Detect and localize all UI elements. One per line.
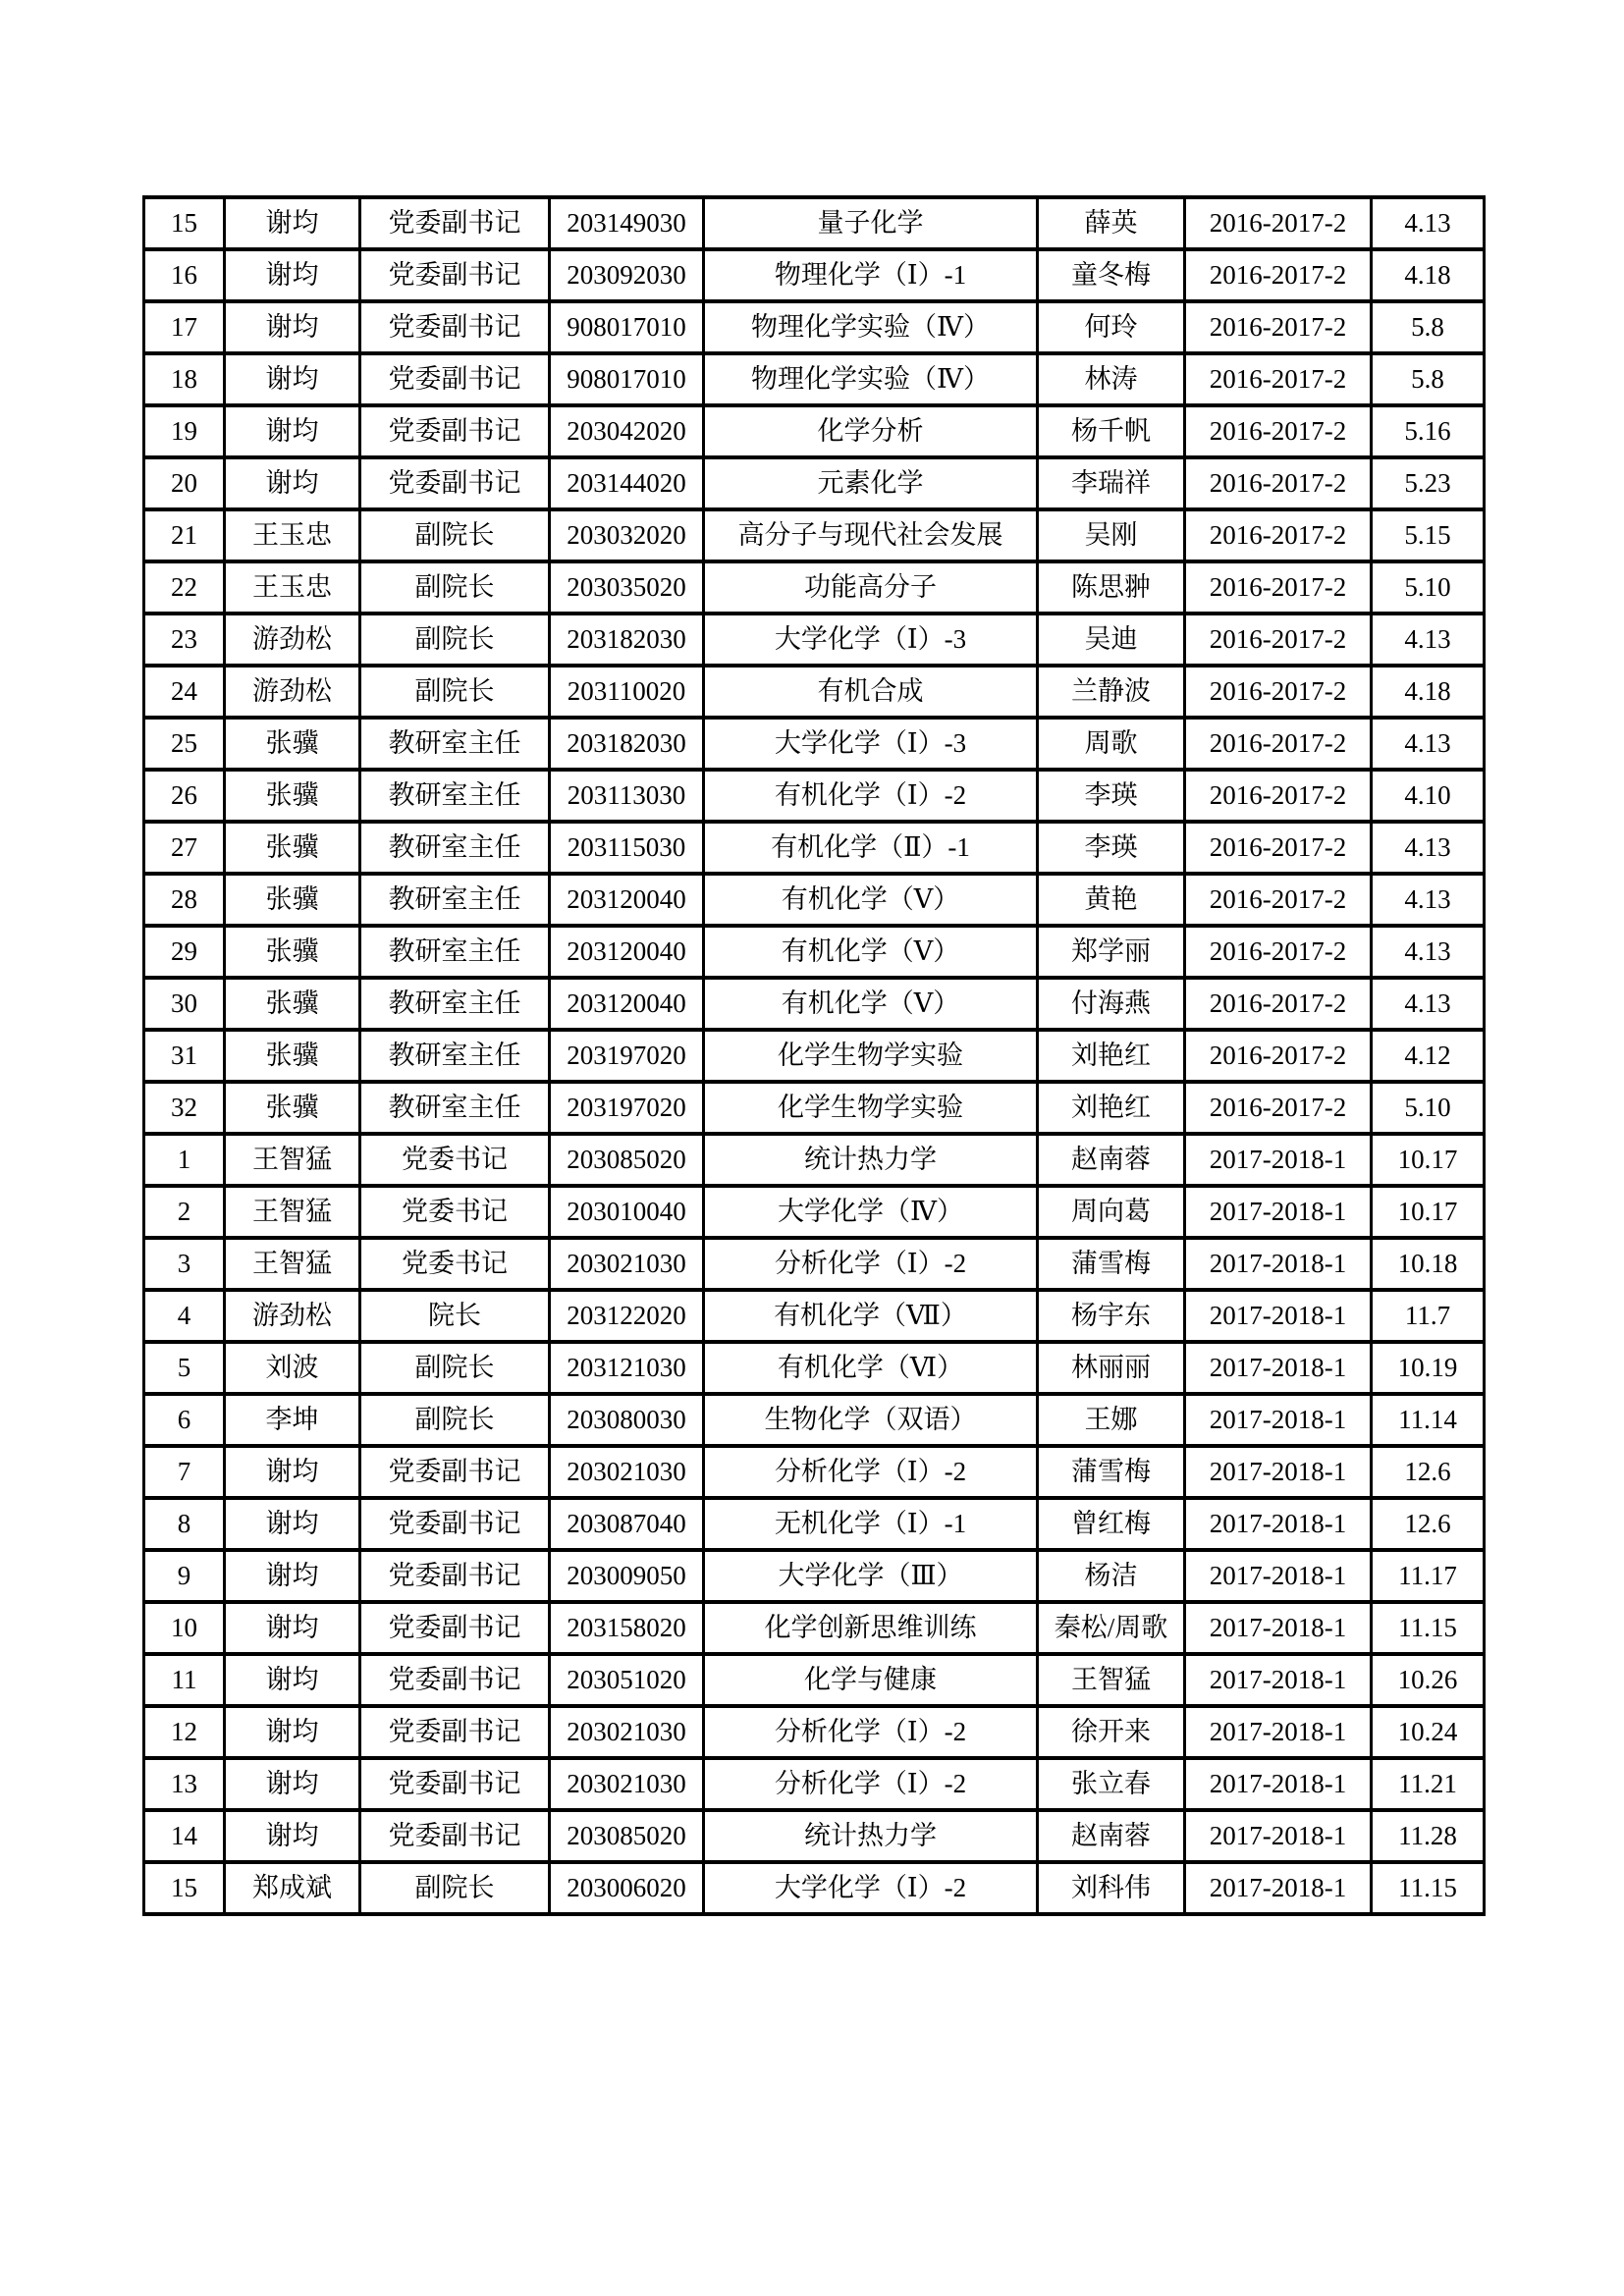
cell-name: 王智猛: [225, 1134, 360, 1186]
table-row: [144, 978, 1485, 1030]
cell-course_code: 203087040: [550, 1498, 704, 1550]
cell-date: 4.18: [1372, 249, 1485, 301]
cell-name: 谢均: [225, 197, 360, 249]
cell-name: 张骥: [225, 1030, 360, 1082]
cell-course_code: 203115030: [550, 822, 704, 874]
cell-course_name: 有机化学（Ⅵ）: [704, 1342, 1038, 1394]
cell-no: 2: [144, 1186, 225, 1238]
cell-date: 4.13: [1372, 718, 1485, 770]
cell-name: 张骥: [225, 874, 360, 926]
cell-semester: 2017-2018-1: [1185, 1134, 1372, 1186]
cell-course_code: 203035020: [550, 561, 704, 614]
cell-course_code: 203197020: [550, 1030, 704, 1082]
cell-course_name: 无机化学（Ⅰ）-1: [704, 1498, 1038, 1550]
cell-course_code: 203110020: [550, 666, 704, 718]
cell-semester: 2016-2017-2: [1185, 249, 1372, 301]
cell-name: 张骥: [225, 1082, 360, 1134]
cell-date: 4.13: [1372, 926, 1485, 978]
cell-date: 10.17: [1372, 1134, 1485, 1186]
table-row: [144, 1706, 1485, 1758]
cell-semester: 2016-2017-2: [1185, 405, 1372, 457]
cell-course_name: 大学化学（Ⅰ）-3: [704, 614, 1038, 666]
table-row: [144, 1186, 1485, 1238]
cell-no: 7: [144, 1446, 225, 1498]
cell-no: 27: [144, 822, 225, 874]
cell-teacher: 曾红梅: [1038, 1498, 1185, 1550]
cell-teacher: 李瑛: [1038, 770, 1185, 822]
cell-name: 刘波: [225, 1342, 360, 1394]
cell-course_code: 203032020: [550, 509, 704, 561]
cell-teacher: 黄艳: [1038, 874, 1185, 926]
cell-date: 11.15: [1372, 1602, 1485, 1654]
cell-semester: 2016-2017-2: [1185, 353, 1372, 405]
cell-position: 党委副书记: [360, 197, 550, 249]
cell-teacher: 童冬梅: [1038, 249, 1185, 301]
table-row: [144, 353, 1485, 405]
cell-position: 副院长: [360, 1394, 550, 1446]
cell-date: 11.14: [1372, 1394, 1485, 1446]
cell-course_name: 分析化学（Ⅰ）-2: [704, 1446, 1038, 1498]
cell-position: 党委副书记: [360, 1654, 550, 1706]
cell-name: 谢均: [225, 1654, 360, 1706]
cell-course_code: 203006020: [550, 1862, 704, 1914]
cell-position: 党委副书记: [360, 1498, 550, 1550]
cell-course_name: 大学化学（Ⅰ）-2: [704, 1862, 1038, 1914]
table-row: [144, 1654, 1485, 1706]
cell-course_name: 有机化学（Ⅴ）: [704, 978, 1038, 1030]
cell-course_code: 203122020: [550, 1290, 704, 1342]
cell-no: 25: [144, 718, 225, 770]
cell-course_name: 功能高分子: [704, 561, 1038, 614]
cell-name: 谢均: [225, 1498, 360, 1550]
cell-course_name: 统计热力学: [704, 1810, 1038, 1862]
cell-position: 党委副书记: [360, 1550, 550, 1602]
cell-name: 谢均: [225, 1446, 360, 1498]
cell-position: 教研室主任: [360, 874, 550, 926]
cell-course_name: 分析化学（Ⅰ）-2: [704, 1758, 1038, 1810]
cell-course_name: 分析化学（Ⅰ）-2: [704, 1238, 1038, 1290]
cell-name: 郑成斌: [225, 1862, 360, 1914]
cell-teacher: 李瑛: [1038, 822, 1185, 874]
cell-teacher: 王娜: [1038, 1394, 1185, 1446]
cell-no: 9: [144, 1550, 225, 1602]
cell-teacher: 吴刚: [1038, 509, 1185, 561]
cell-teacher: 何玲: [1038, 301, 1185, 353]
cell-course_code: 203113030: [550, 770, 704, 822]
table-row: [144, 1446, 1485, 1498]
cell-date: 4.13: [1372, 614, 1485, 666]
cell-date: 5.8: [1372, 301, 1485, 353]
cell-no: 20: [144, 457, 225, 509]
cell-date: 12.6: [1372, 1446, 1485, 1498]
cell-no: 1: [144, 1134, 225, 1186]
cell-date: 4.12: [1372, 1030, 1485, 1082]
table-row: [144, 1394, 1485, 1446]
cell-semester: 2017-2018-1: [1185, 1550, 1372, 1602]
cell-course_name: 物理化学（Ⅰ）-1: [704, 249, 1038, 301]
cell-semester: 2017-2018-1: [1185, 1446, 1372, 1498]
cell-course_name: 高分子与现代社会发展: [704, 509, 1038, 561]
cell-no: 31: [144, 1030, 225, 1082]
cell-position: 教研室主任: [360, 1082, 550, 1134]
cell-teacher: 薛英: [1038, 197, 1185, 249]
cell-course_code: 908017010: [550, 353, 704, 405]
cell-course_code: 203144020: [550, 457, 704, 509]
cell-teacher: 兰静波: [1038, 666, 1185, 718]
cell-no: 17: [144, 301, 225, 353]
table-row: [144, 509, 1485, 561]
cell-name: 谢均: [225, 1810, 360, 1862]
table-row: [144, 926, 1485, 978]
table-row: [144, 614, 1485, 666]
cell-course_code: 203080030: [550, 1394, 704, 1446]
cell-teacher: 李瑞祥: [1038, 457, 1185, 509]
cell-position: 党委副书记: [360, 1602, 550, 1654]
cell-name: 谢均: [225, 1706, 360, 1758]
cell-name: 张骥: [225, 926, 360, 978]
cell-teacher: 赵南蓉: [1038, 1810, 1185, 1862]
cell-course_code: 908017010: [550, 301, 704, 353]
cell-semester: 2016-2017-2: [1185, 561, 1372, 614]
cell-teacher: 周歌: [1038, 718, 1185, 770]
table-row: [144, 1290, 1485, 1342]
cell-teacher: 吴迪: [1038, 614, 1185, 666]
cell-position: 教研室主任: [360, 718, 550, 770]
cell-semester: 2017-2018-1: [1185, 1498, 1372, 1550]
table-row: [144, 249, 1485, 301]
cell-date: 4.13: [1372, 822, 1485, 874]
cell-teacher: 蒲雪梅: [1038, 1238, 1185, 1290]
cell-teacher: 付海燕: [1038, 978, 1185, 1030]
cell-date: 10.17: [1372, 1186, 1485, 1238]
cell-course_code: 203051020: [550, 1654, 704, 1706]
cell-date: 10.19: [1372, 1342, 1485, 1394]
cell-no: 32: [144, 1082, 225, 1134]
cell-position: 党委副书记: [360, 1758, 550, 1810]
cell-no: 3: [144, 1238, 225, 1290]
review-table-body: [144, 197, 1485, 1914]
cell-position: 副院长: [360, 614, 550, 666]
cell-no: 24: [144, 666, 225, 718]
cell-teacher: 郑学丽: [1038, 926, 1185, 978]
cell-no: 15: [144, 197, 225, 249]
cell-course_name: 有机化学（Ⅴ）: [704, 874, 1038, 926]
cell-name: 李坤: [225, 1394, 360, 1446]
cell-name: 谢均: [225, 353, 360, 405]
cell-no: 15: [144, 1862, 225, 1914]
cell-semester: 2016-2017-2: [1185, 666, 1372, 718]
cell-no: 4: [144, 1290, 225, 1342]
cell-no: 29: [144, 926, 225, 978]
cell-position: 党委书记: [360, 1238, 550, 1290]
table-row: [144, 1498, 1485, 1550]
cell-position: 党委副书记: [360, 249, 550, 301]
cell-semester: 2016-2017-2: [1185, 457, 1372, 509]
cell-course_code: 203197020: [550, 1082, 704, 1134]
cell-position: 教研室主任: [360, 926, 550, 978]
cell-semester: 2017-2018-1: [1185, 1238, 1372, 1290]
cell-course_code: 203120040: [550, 926, 704, 978]
cell-date: 5.23: [1372, 457, 1485, 509]
cell-semester: 2016-2017-2: [1185, 1030, 1372, 1082]
table-row: [144, 1082, 1485, 1134]
cell-name: 张骥: [225, 822, 360, 874]
cell-teacher: 林涛: [1038, 353, 1185, 405]
cell-course_code: 203021030: [550, 1758, 704, 1810]
cell-date: 5.10: [1372, 561, 1485, 614]
cell-date: 11.15: [1372, 1862, 1485, 1914]
cell-semester: 2017-2018-1: [1185, 1810, 1372, 1862]
cell-position: 副院长: [360, 509, 550, 561]
course-review-table: [142, 195, 1486, 1916]
cell-no: 14: [144, 1810, 225, 1862]
cell-course_code: 203010040: [550, 1186, 704, 1238]
cell-semester: 2016-2017-2: [1185, 978, 1372, 1030]
cell-course_name: 物理化学实验（Ⅳ）: [704, 353, 1038, 405]
cell-no: 18: [144, 353, 225, 405]
cell-name: 谢均: [225, 1550, 360, 1602]
cell-no: 19: [144, 405, 225, 457]
cell-course_name: 大学化学（Ⅲ）: [704, 1550, 1038, 1602]
cell-date: 4.18: [1372, 666, 1485, 718]
table-row: [144, 1810, 1485, 1862]
cell-course_code: 203120040: [550, 874, 704, 926]
cell-position: 教研室主任: [360, 1030, 550, 1082]
cell-course_name: 分析化学（Ⅰ）-2: [704, 1706, 1038, 1758]
cell-course_name: 有机化学（Ⅰ）-2: [704, 770, 1038, 822]
cell-date: 5.10: [1372, 1082, 1485, 1134]
cell-course_name: 化学生物学实验: [704, 1082, 1038, 1134]
table-row: [144, 770, 1485, 822]
cell-semester: 2017-2018-1: [1185, 1602, 1372, 1654]
cell-name: 张骥: [225, 718, 360, 770]
cell-date: 5.16: [1372, 405, 1485, 457]
cell-date: 5.8: [1372, 353, 1485, 405]
cell-date: 4.10: [1372, 770, 1485, 822]
cell-no: 26: [144, 770, 225, 822]
cell-no: 16: [144, 249, 225, 301]
cell-name: 游劲松: [225, 1290, 360, 1342]
cell-date: 12.6: [1372, 1498, 1485, 1550]
cell-name: 王玉忠: [225, 561, 360, 614]
cell-course_name: 化学分析: [704, 405, 1038, 457]
cell-position: 副院长: [360, 1862, 550, 1914]
cell-course_name: 化学生物学实验: [704, 1030, 1038, 1082]
cell-position: 副院长: [360, 561, 550, 614]
cell-teacher: 刘艳红: [1038, 1082, 1185, 1134]
cell-teacher: 陈思翀: [1038, 561, 1185, 614]
cell-name: 谢均: [225, 249, 360, 301]
cell-name: 张骥: [225, 978, 360, 1030]
cell-no: 8: [144, 1498, 225, 1550]
cell-course_name: 大学化学（Ⅰ）-3: [704, 718, 1038, 770]
cell-teacher: 张立春: [1038, 1758, 1185, 1810]
cell-no: 30: [144, 978, 225, 1030]
cell-semester: 2016-2017-2: [1185, 509, 1372, 561]
table-row: [144, 1238, 1485, 1290]
table-row: [144, 1602, 1485, 1654]
cell-course_code: 203182030: [550, 614, 704, 666]
cell-course_code: 203158020: [550, 1602, 704, 1654]
cell-position: 教研室主任: [360, 978, 550, 1030]
cell-course_code: 203021030: [550, 1706, 704, 1758]
cell-semester: 2016-2017-2: [1185, 718, 1372, 770]
cell-semester: 2016-2017-2: [1185, 197, 1372, 249]
cell-name: 张骥: [225, 770, 360, 822]
cell-position: 党委副书记: [360, 457, 550, 509]
table-row: [144, 874, 1485, 926]
cell-course_code: 203149030: [550, 197, 704, 249]
cell-teacher: 刘艳红: [1038, 1030, 1185, 1082]
cell-course_name: 统计热力学: [704, 1134, 1038, 1186]
cell-course_code: 203120040: [550, 978, 704, 1030]
cell-course_code: 203121030: [550, 1342, 704, 1394]
cell-semester: 2016-2017-2: [1185, 301, 1372, 353]
cell-semester: 2017-2018-1: [1185, 1290, 1372, 1342]
cell-date: 11.28: [1372, 1810, 1485, 1862]
cell-date: 4.13: [1372, 197, 1485, 249]
cell-course_code: 203009050: [550, 1550, 704, 1602]
cell-course_name: 有机化学（Ⅶ）: [704, 1290, 1038, 1342]
cell-semester: 2016-2017-2: [1185, 614, 1372, 666]
cell-teacher: 蒲雪梅: [1038, 1446, 1185, 1498]
cell-date: 10.24: [1372, 1706, 1485, 1758]
cell-semester: 2017-2018-1: [1185, 1186, 1372, 1238]
cell-position: 党委书记: [360, 1134, 550, 1186]
cell-teacher: 林丽丽: [1038, 1342, 1185, 1394]
cell-no: 6: [144, 1394, 225, 1446]
table-row: [144, 301, 1485, 353]
cell-date: 11.17: [1372, 1550, 1485, 1602]
cell-no: 22: [144, 561, 225, 614]
cell-teacher: 刘科伟: [1038, 1862, 1185, 1914]
table-row: [144, 1758, 1485, 1810]
cell-teacher: 周向葛: [1038, 1186, 1185, 1238]
table-row: [144, 405, 1485, 457]
table-row: [144, 1342, 1485, 1394]
cell-semester: 2016-2017-2: [1185, 1082, 1372, 1134]
cell-no: 28: [144, 874, 225, 926]
cell-semester: 2017-2018-1: [1185, 1706, 1372, 1758]
cell-name: 谢均: [225, 301, 360, 353]
cell-date: 11.21: [1372, 1758, 1485, 1810]
cell-course_name: 有机化学（Ⅴ）: [704, 926, 1038, 978]
cell-position: 党委副书记: [360, 1810, 550, 1862]
table-row: [144, 1030, 1485, 1082]
cell-teacher: 赵南蓉: [1038, 1134, 1185, 1186]
cell-semester: 2016-2017-2: [1185, 926, 1372, 978]
cell-course_name: 化学与健康: [704, 1654, 1038, 1706]
cell-name: 谢均: [225, 1602, 360, 1654]
cell-no: 12: [144, 1706, 225, 1758]
cell-course_name: 大学化学（Ⅳ）: [704, 1186, 1038, 1238]
cell-position: 党委副书记: [360, 353, 550, 405]
cell-course_name: 有机化学（Ⅱ）-1: [704, 822, 1038, 874]
cell-date: 4.13: [1372, 874, 1485, 926]
cell-date: 5.15: [1372, 509, 1485, 561]
cell-course_name: 量子化学: [704, 197, 1038, 249]
cell-course_code: 203092030: [550, 249, 704, 301]
cell-name: 谢均: [225, 457, 360, 509]
cell-name: 王玉忠: [225, 509, 360, 561]
cell-position: 教研室主任: [360, 822, 550, 874]
cell-name: 谢均: [225, 1758, 360, 1810]
cell-date: 10.26: [1372, 1654, 1485, 1706]
cell-teacher: 杨千帆: [1038, 405, 1185, 457]
cell-course_code: 203085020: [550, 1810, 704, 1862]
cell-position: 院长: [360, 1290, 550, 1342]
cell-no: 5: [144, 1342, 225, 1394]
table-row: [144, 1550, 1485, 1602]
cell-date: 11.7: [1372, 1290, 1485, 1342]
cell-course_name: 元素化学: [704, 457, 1038, 509]
cell-semester: 2017-2018-1: [1185, 1654, 1372, 1706]
cell-name: 谢均: [225, 405, 360, 457]
cell-semester: 2016-2017-2: [1185, 770, 1372, 822]
cell-semester: 2017-2018-1: [1185, 1758, 1372, 1810]
cell-teacher: 秦松/周歌: [1038, 1602, 1185, 1654]
cell-position: 副院长: [360, 1342, 550, 1394]
cell-no: 13: [144, 1758, 225, 1810]
table-row: [144, 718, 1485, 770]
cell-name: 游劲松: [225, 666, 360, 718]
cell-course_name: 物理化学实验（Ⅳ）: [704, 301, 1038, 353]
cell-name: 王智猛: [225, 1238, 360, 1290]
cell-teacher: 王智猛: [1038, 1654, 1185, 1706]
cell-position: 党委书记: [360, 1186, 550, 1238]
cell-semester: 2016-2017-2: [1185, 874, 1372, 926]
cell-date: 10.18: [1372, 1238, 1485, 1290]
table-row: [144, 457, 1485, 509]
cell-name: 王智猛: [225, 1186, 360, 1238]
cell-semester: 2017-2018-1: [1185, 1342, 1372, 1394]
table-row: [144, 1134, 1485, 1186]
cell-no: 10: [144, 1602, 225, 1654]
cell-semester: 2016-2017-2: [1185, 822, 1372, 874]
table-row: [144, 666, 1485, 718]
cell-position: 副院长: [360, 666, 550, 718]
cell-position: 党委副书记: [360, 1706, 550, 1758]
cell-teacher: 杨宇东: [1038, 1290, 1185, 1342]
table-row: [144, 197, 1485, 249]
table-row: [144, 822, 1485, 874]
cell-course_name: 生物化学（双语）: [704, 1394, 1038, 1446]
cell-course_name: 有机合成: [704, 666, 1038, 718]
cell-date: 4.13: [1372, 978, 1485, 1030]
cell-teacher: 杨洁: [1038, 1550, 1185, 1602]
cell-teacher: 徐开来: [1038, 1706, 1185, 1758]
cell-name: 游劲松: [225, 614, 360, 666]
cell-no: 11: [144, 1654, 225, 1706]
cell-course_code: 203085020: [550, 1134, 704, 1186]
cell-position: 党委副书记: [360, 301, 550, 353]
table-row: [144, 561, 1485, 614]
cell-course_code: 203021030: [550, 1238, 704, 1290]
cell-no: 23: [144, 614, 225, 666]
cell-semester: 2017-2018-1: [1185, 1862, 1372, 1914]
cell-no: 21: [144, 509, 225, 561]
cell-course_code: 203021030: [550, 1446, 704, 1498]
cell-course_code: 203182030: [550, 718, 704, 770]
table-row: [144, 1862, 1485, 1914]
cell-semester: 2017-2018-1: [1185, 1394, 1372, 1446]
cell-position: 党委副书记: [360, 405, 550, 457]
cell-position: 党委副书记: [360, 1446, 550, 1498]
cell-position: 教研室主任: [360, 770, 550, 822]
cell-course_code: 203042020: [550, 405, 704, 457]
cell-course_name: 化学创新思维训练: [704, 1602, 1038, 1654]
